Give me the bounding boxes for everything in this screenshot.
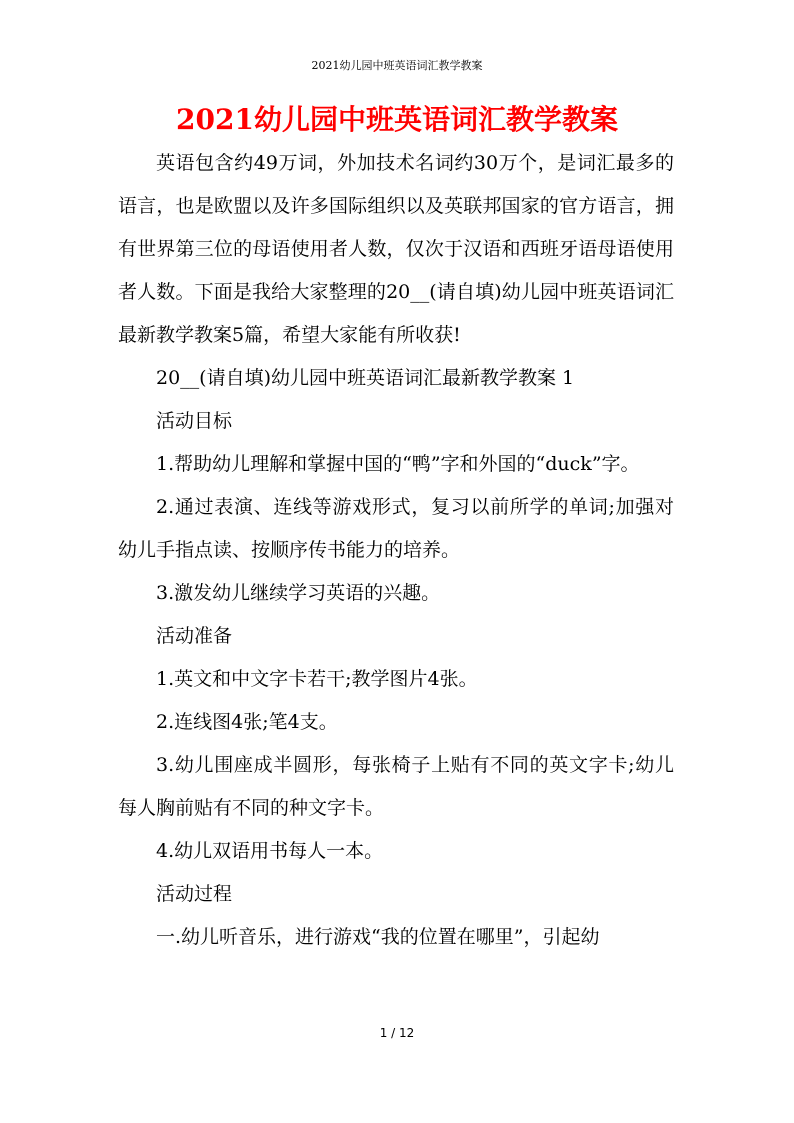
preparation-item: 3.幼儿围座成半圆形，每张椅子上贴有不同的英文字卡;幼儿每人胸前贴有不同的种文字卡。 — [118, 754, 674, 819]
intro-paragraph: 英语包含约49万词，外加技术名词约30万个，是词汇最多的语言，也是欧盟以及许多国际组织以及英联邦国家的官方语言，拥有世界第三位的母语使用者人数，仅次于汉语和西班牙语母语使用者人数。下面是我给大家整理的20__(请自填)幼儿园中班英语词汇最新教学教案5篇，希望大家能有所收获! — [118, 152, 674, 346]
section-heading-process: 活动过程 — [156, 883, 233, 905]
document-title: 2021幼儿园中班英语词汇教学教案 — [176, 103, 618, 136]
section-heading-preparation: 活动准备 — [156, 625, 233, 647]
lesson-heading: 20__(请自填)幼儿园中班英语词汇最新教学教案 1 — [156, 367, 575, 389]
document-body — [118, 142, 674, 959]
goal-item: 3.激发幼儿继续学习英语的兴趣。 — [156, 582, 441, 604]
preparation-item: 1.英文和中文字卡若干;教学图片4张。 — [156, 668, 478, 690]
process-step: 一.幼儿听音乐，进行游戏“我的位置在哪里”，引起幼 — [156, 926, 600, 948]
section-heading-goals: 活动目标 — [156, 410, 233, 432]
running-header: 2021幼儿园中班英语词汇教学教案 — [311, 59, 483, 72]
goal-item: 2.通过表演、连线等游戏形式，复习以前所学的单词;加强对幼儿手指点读、按顺序传书能力的培养。 — [118, 496, 674, 561]
page-number: 1 / 12 — [379, 1026, 415, 1040]
preparation-item: 4.幼儿双语用书每人一本。 — [156, 840, 384, 862]
goal-item: 1.帮助幼儿理解和掌握中国的“鸭”字和外国的“duck”字。 — [156, 453, 640, 475]
preparation-item: 2.连线图4张;笔4支。 — [156, 711, 338, 733]
